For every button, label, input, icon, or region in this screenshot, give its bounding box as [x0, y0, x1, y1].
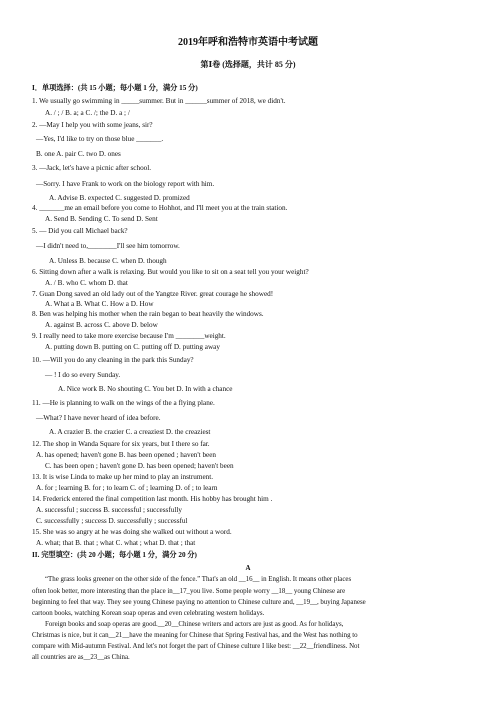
passage-line-6: Christmas is nice, but it can__21__have the meaning for Chinese that Spring Festival has, and the West has nothing to: [32, 632, 358, 639]
section-2-heading: II. 完型填空：(共 20 小题；每小题 1 分，满分 20 分): [32, 551, 197, 559]
question-1-options: A. / ; / B. a; a C. /; the D. a ; /: [45, 109, 130, 117]
question-5: 5. — Did you call Michael back?: [32, 227, 128, 235]
question-9: 9. I really need to take more exercise because I'm ________weight.: [32, 332, 226, 340]
question-5-options: A. Unless B. because C. when D. though: [49, 257, 167, 265]
passage-line-7: compare with Mid-autumn Festival. And let's not forget the part of Chinese culture I like best: __22__friendliness. Not: [32, 643, 360, 650]
question-4-options: A. Send B. Sending C. To send D. Sent: [45, 215, 158, 223]
question-2: 2. —May I help you with some jeans, sir?: [32, 121, 153, 129]
question-9-options: A. putting down B. putting on C. putting off D. putting away: [45, 343, 220, 351]
question-3-options: A. Advise B. expected C. suggested D. promized: [49, 194, 190, 202]
passage-line-2: often look better, more interesting than the place in__17_you live. Some people worry __18__ young Chinese are: [32, 588, 346, 595]
passage-line-5: Foreign books and soap operas are good.__20__Chinese writers and actors are just as good. As for holidays,: [45, 621, 344, 628]
passage-line-8: all countries are as__23__as China.: [32, 654, 130, 661]
question-14-options-ab: A. successful ; success B. successful ; successfully: [36, 506, 182, 514]
question-11: 11. —He is planning to walk on the wings of the a flying plane.: [32, 399, 215, 407]
question-10-reply: — ! I do so every Sunday.: [45, 371, 121, 379]
question-6: 6. Sitting down after a walk is relaxing. But would you like to sit on a seat tell you your weight?: [32, 268, 309, 276]
question-14: 14. Frederick entered the final competition last month. His hobby has brought him .: [32, 495, 273, 503]
question-5-reply: —I didn't need to,________I'll see him tomorrow.: [36, 242, 180, 250]
question-7: 7. Guan Dong saved an old lady out of the Yangtze River. great courage he showed!: [32, 290, 274, 298]
question-11-options: A. A crazier B. the crazier C. a creaziest D. the creaziest: [49, 428, 211, 436]
question-13-options: A. for ; learning B. for ; to learn C. of ; learning D. of ; to learn: [36, 484, 218, 492]
passage-line-1: “The grass looks greener on the other side of the fence.” That's an old __16__ in English. It means other places: [45, 576, 352, 583]
exam-title: 2019年呼和浩特市英语中考试题: [178, 37, 318, 48]
question-13: 13. It is wise Linda to make up her mind to play an instrument.: [32, 473, 214, 481]
question-3-reply: —Sorry. I have Frank to work on the biology report with him.: [36, 180, 215, 188]
question-10: 10. —Will you do any cleaning in the park this Sunday?: [32, 356, 194, 364]
question-4: 4. _______me an email before you come to Hohhot, and I'll meet you at the train station.: [32, 204, 288, 212]
question-15: 15. She was so angry at he was doing she walked out without a word.: [32, 528, 232, 536]
question-8-options: A. against B. across C. above D. below: [45, 321, 158, 329]
question-12: 12. The shop in Wanda Square for six years, but I there so far.: [32, 440, 210, 448]
question-11-reply: —What? I have never heard of idea before.: [36, 414, 161, 422]
passage-line-4: cartoon books, watching Korean soap operas and even celebrating western holidays.: [32, 610, 265, 617]
question-1: 1. We usually go swimming in _____summer. But in ______summer of 2018, we didn't.: [32, 97, 286, 105]
question-7-options: A. What a B. What C. How a D. How: [45, 300, 154, 308]
question-8: 8. Ben was helping his mother when the rain began to beat heavily the windows.: [32, 310, 264, 318]
question-2-reply: —Yes, I'd like to try on those blue _______.: [36, 135, 164, 143]
question-15-options: A. what; that B. that ; what C. what ; what D. that ; that: [36, 539, 196, 547]
question-12-options-ab: A. has opened; haven't gone B. has been opened ; haven't been: [36, 451, 217, 459]
question-3: 3. —Jack, let's have a picnic after school.: [32, 164, 152, 172]
passage-line-3: beginning to feel that way. They see young Chinese paying no attention to Chinese culture and, __19__, buying Japanese: [32, 599, 366, 606]
question-10-options: A. Nice work B. No shouting C. You bet D. In with a chance: [58, 385, 233, 393]
passage-label: A: [245, 564, 251, 572]
part-one-heading: 第Ⅰ卷 (选择题，共计 85 分): [200, 60, 296, 69]
question-14-options-cd: C. successfully ; success D. successfully ; successful: [36, 517, 188, 525]
section-1-heading: I．单项选择：(共 15 小题；每小题 1 分，满分 15 分): [32, 84, 198, 92]
question-2-options: B. one A. pair C. two D. ones: [36, 150, 121, 158]
question-12-options-cd: C. has been open ; haven't gone D. has been opened; haven't been: [45, 462, 234, 470]
question-6-options: A. / B. who C. whom D. that: [45, 279, 128, 287]
